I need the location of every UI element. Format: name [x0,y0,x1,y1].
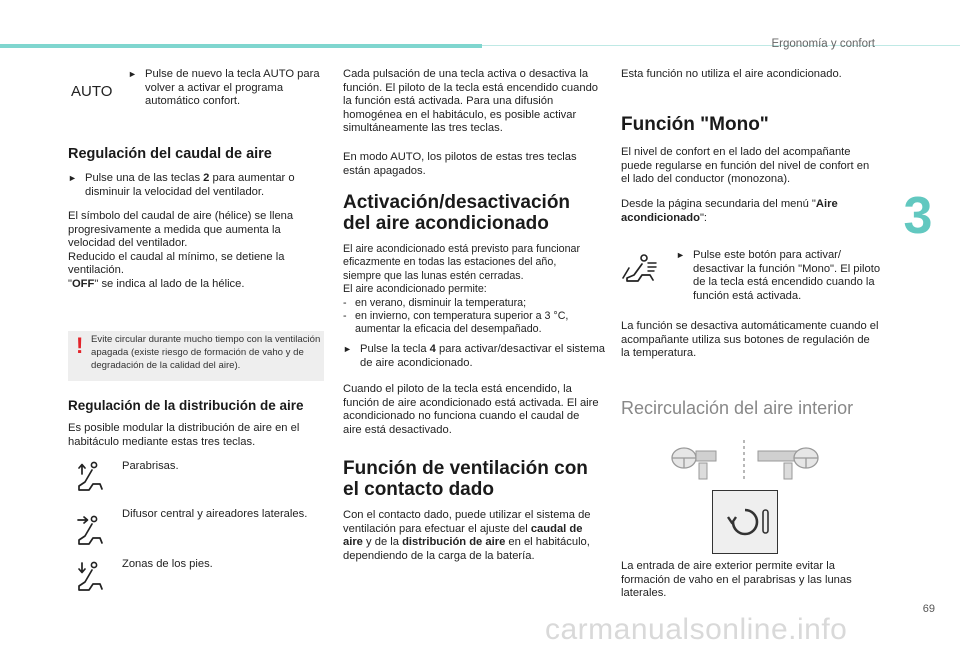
ac-bullet-a: Pulse la tecla [360,343,430,355]
ac-dash1-text: en verano, disminuir la temperatura; [355,296,527,309]
caudal-heading: Regulación del caudal de aire [68,146,272,162]
mono-bullet-text: Pulse este botón para activar/ desactivar la función "Mono". El piloto de la tecla está encendido cuando la función está activada. [693,249,881,302]
ac-dash2-text: en invierno, con temperatura superior a 3 °C, aumentar la eficacia del desempañado. [355,310,569,336]
mono-seat-icon [620,254,660,284]
off-line [68,278,320,292]
dash-mark: - [343,296,347,309]
menu-end: ": [699,211,708,224]
caudal-key: 2 [203,172,210,184]
bullet-icon: ► [343,344,352,354]
vent-heading: Función de ventilación con el contacto dado [343,458,588,500]
header-accent-bar [0,44,482,48]
ac-heading: Activación/desactivación del aire acondicionado [343,192,571,234]
vent-bold2: distribución de aire [402,536,506,549]
recirculation-icon [712,490,778,554]
menu-text: Desde la página secundaria del menú " [621,198,816,210]
col3-intro: Esta función no utiliza el aire acondicionado. [621,68,842,80]
ac-bullet-b: para activar/desactivar el sistema de aire acondicionado. [360,343,606,369]
recirc-text: La entrada de aire exterior permite evitar la formación de vaho en el parabrisas y las lunas laterales. [621,560,852,600]
ac-para: Cuando el piloto de la tecla está encendido, la función de aire acondicionado está activada. El aire acondicionado no funciona cuando el caudal de aire está desactivado. [343,383,599,436]
caudal-bullet-text-b: para aumentar o disminuir la velocidad del ventilador. [85,172,295,198]
seat-feet-icon [76,562,106,594]
ac-dash-1 [343,297,595,310]
seat-windshield-icon [76,462,106,494]
auto-key-label: AUTO [71,83,113,100]
col2-para1: Cada pulsación de una tecla activa o desactiva la función. El piloto de la tecla está encendido cuando la función está activada. Para una difusión homogénea en el habitáculo, es posible activar simultáneamente las tres teclas. [343,68,599,135]
section-title: Ergonomía y confort [771,38,875,50]
bullet-icon: ► [128,69,137,79]
mono-heading: Función "Mono" [621,114,769,135]
page-number: 69 [922,603,935,615]
ac-intro-text: El aire acondicionado está previsto para funcionar eficazmente en todas las estaciones del año, siempre que las lunas estén cerradas. [343,243,581,282]
ac-intro [343,243,595,337]
menu-line [621,198,879,225]
recirc-heading: Recirculación del aire interior [621,398,854,418]
vent-a: Con el contacto dado, puede utilizar el sistema de ventilación para efectuar el ajuste del [343,509,591,535]
vent-text [343,509,599,563]
auto-instruction-text: Pulse de nuevo la tecla AUTO para volver a activar el programa automático confort. [145,68,320,108]
vent-c: en el habitáculo, dependiendo de la carga de la batería. [343,536,590,562]
bullet-icon: ► [68,173,77,183]
ac-key: 4 [429,343,436,355]
caudal-para1: El símbolo del caudal de aire (hélice) se llena progresivamente a medida que aumenta la velocidad del ventilador. [68,210,294,250]
caudal-paragraph [68,210,320,292]
off-rest: " se indica al lado de la hélice. [94,277,245,290]
menu-bold: Aire acondicionado [621,198,838,224]
watermark: carmanualsonline.info [545,613,848,646]
ac-permite: El aire acondicionado permite: [343,283,487,296]
ac-dash-2 [343,310,595,337]
distribucion-heading: Regulación de la distribución de aire [68,398,304,413]
ac-bullet [343,343,616,370]
caudal-para2: Reducido el caudal al mínimo, se detiene la ventilación. [68,250,285,277]
seat-central-icon [76,516,106,548]
caudal-bullet-text-a: Pulse una de las teclas [85,172,204,184]
auto-instruction [128,68,325,109]
vent-bold1: caudal de aire [343,522,583,549]
col2-para2: En modo AUTO, los pilotos de estas tres teclas están apagados. [343,151,577,177]
option-central: Difusor central y aireadores laterales. [122,508,308,520]
exclamation-icon: ! [76,333,84,358]
off-word: OFF [71,277,95,290]
header-accent-line [482,45,960,46]
option-windshield: Parabrisas. [122,460,179,472]
left-steering-wheel-icon [672,448,716,479]
mono-para: El nivel de confort en el lado del acompañante puede regularse en función del nivel de confort en el lado del conductor (monozona). [621,146,870,186]
right-steering-wheel-icon [758,448,818,479]
warning-text: Evite circular durante mucho tiempo con la ventilación apagada (existe riesgo de formación de vaho y de degradación de la calidad del aire). [91,334,321,371]
caudal-bullet [68,172,335,199]
mono-auto: La función se desactiva automáticamente cuando el acompañante utiliza sus botones de regulación de la temperatura. [621,320,879,360]
dash-mark: - [343,310,347,323]
bullet-icon: ► [676,250,685,260]
option-feet: Zonas de los pies. [122,558,213,570]
mono-bullet [676,249,893,303]
vent-b: y de la [362,536,403,549]
chapter-number: 3 [903,187,933,245]
distribucion-intro: Es posible modular la distribución de aire en el habitáculo mediante estas tres teclas. [68,422,300,448]
off-quote: " [68,277,72,290]
steering-wheels-illustration [660,438,860,482]
